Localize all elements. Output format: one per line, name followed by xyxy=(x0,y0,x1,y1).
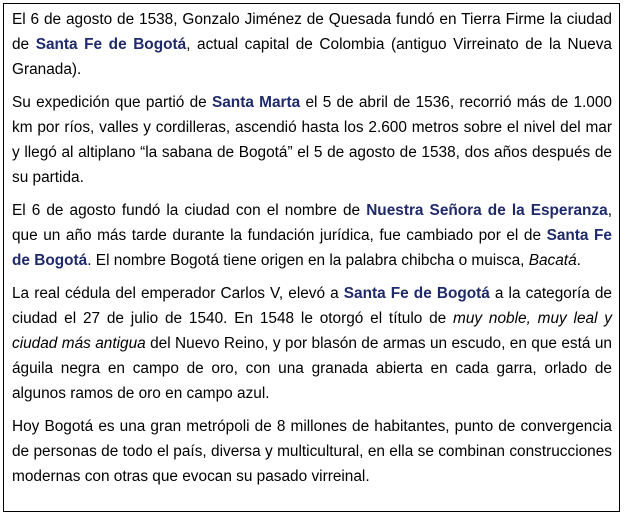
text-run: El 6 de agosto de 1538, Gonzalo Jiménez de Quesada fundó en Tierra Firme la ciudad de xyxy=(12,11,612,53)
text-run: el 5 de abril de 1536, recorrió más de 1.000 km por ríos, valles y cordilleras, ascendió hasta los 2.600 metros sobre el nivel del mar y llegó al altiplano “la sabana de Bogotá” el 5 de agosto de 1538, dos años después de su partida. xyxy=(12,94,612,186)
text-run: del Nuevo Reino, y por blasón de armas un escudo, en que está un águila negra en campo de oro, con una granada abierta en cada garra, orlado de algunos ramos de oro en campo azul. xyxy=(12,335,612,402)
city-name-highlight: Santa Fe de Bogotá xyxy=(343,285,490,302)
text-run: a la categoría de ciudad el 27 de julio de 1540. En 1548 le otorgó el título de xyxy=(12,285,612,327)
paragraph-name xyxy=(12,198,612,273)
text-box xyxy=(3,3,620,512)
paragraph-expedition xyxy=(12,90,612,190)
text-run: . El nombre Bogotá tiene origen en la palabra chibcha o muisca, xyxy=(87,252,529,269)
city-name-highlight: Santa Fe de Bogotá xyxy=(35,36,187,53)
paragraph-founding xyxy=(12,7,612,82)
text-run: , que un año más tarde durante la fundación jurídica, fue cambiado por el de xyxy=(12,202,612,244)
text-run: El 6 de agosto fundó la ciudad con el nombre de xyxy=(12,202,367,219)
text-run: Su expedición que partió de xyxy=(12,94,212,111)
original-name-highlight: Nuestra Señora de la Esperanza xyxy=(366,202,608,219)
paragraph-today xyxy=(12,414,612,489)
bacata-italic: Bacatá xyxy=(528,252,577,269)
title-italic: muy noble, muy leal y ciudad más antigua xyxy=(12,310,612,352)
text-run: , actual capital de Colombia (antiguo Virreinato de la Nueva Granada). xyxy=(12,36,612,78)
santa-marta-highlight: Santa Marta xyxy=(211,94,301,111)
paragraph-royal-decree xyxy=(12,281,612,406)
text-run: . xyxy=(576,252,581,269)
text-run: La real cédula del emperador Carlos V, elevó a xyxy=(12,285,344,302)
text-run: Hoy Bogotá es una gran metrópoli de 8 millones de habitantes, punto de convergencia de personas de todo el país, diversa y multicultural, en ella se combinan construcciones modernas con otras que evocan su pasado virreinal. xyxy=(12,418,612,485)
city-name-highlight: Santa Fe de Bogotá xyxy=(12,227,612,269)
